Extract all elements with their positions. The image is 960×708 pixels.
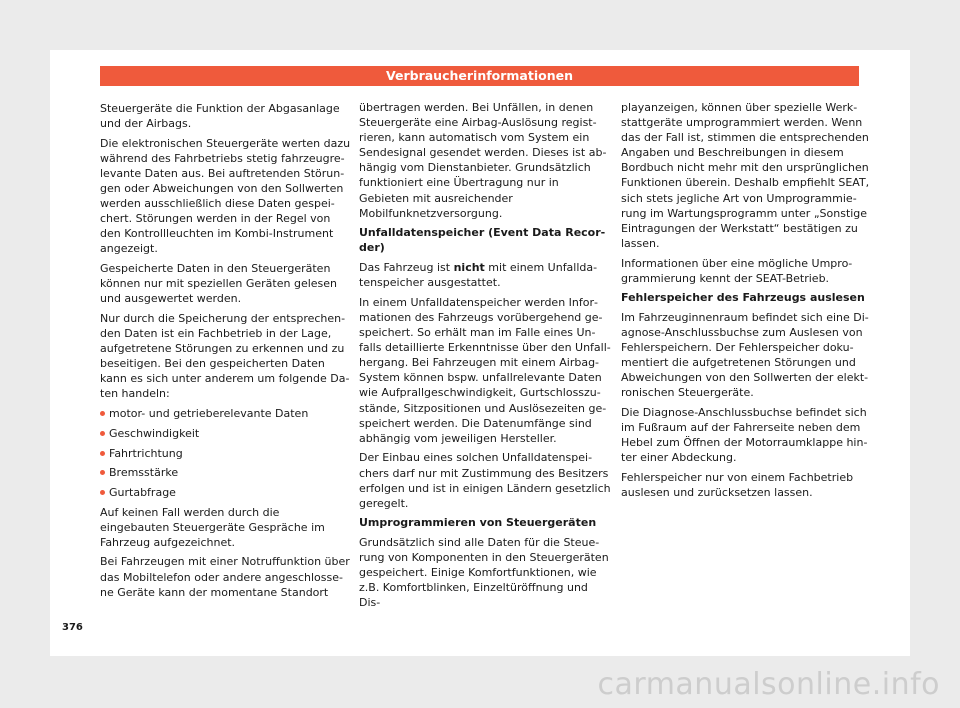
text-column-2 xyxy=(359,100,611,615)
paragraph: In einem Unfalldatenspeicher werden Informationen des Fahrzeugs vorübergehend gespeichert. So erhält man im Falle eines Unfalls detaillierte Erkenntnisse über den Unfallhergang. Bei Fahrzeugen mit einem Airbag-System können bspw. unfallrelevante Daten wie Aufprallgeschwindigkeit, Gurtschlosszustände, Sitzpositionen und Auslösezeiten gespeichert werden. Die Datenumfänge sind abhängig vom jeweiligen Hersteller. xyxy=(359,295,611,445)
list-item: Bremsstärke xyxy=(100,465,352,480)
paragraph: Die Diagnose-Anschlussbuchse befindet sich im Fußraum auf der Fahrerseite neben dem Hebel zum Öffnen der Motorraumklappe hinter einer Abdeckung. xyxy=(621,406,868,465)
paragraph: Grundsätzlich sind alle Daten für die Steuerung von Komponenten in den Steuergeräten gespeichert. Einige Komfortfunktionen, wie z.B. Komfortblinken, Einzeltüröffnung und Dis- xyxy=(359,536,609,610)
text-column-3 xyxy=(621,100,873,505)
paragraph: Gespeicherte Daten in den Steuergeräten können nur mit speziellen Geräten gelesen und ausgewertet werden. xyxy=(100,262,338,306)
paragraph: Fehlerspeicher nur von einem Fachbetrieb auslesen und zurücksetzen lassen. xyxy=(621,471,854,500)
paragraph: Informationen über eine mögliche Umprogrammierung kennt der SEAT-Betrieb. xyxy=(621,256,853,285)
paragraph: Der Einbau eines solchen Unfalldatenspeichers darf nur mit Zustimmung des Besitzers erfolgen und ist in einigen Ländern gesetzlich geregelt. xyxy=(359,451,611,510)
list-item: motor- und getrieberelevante Daten xyxy=(100,406,352,421)
paragraph: Steuergeräte die Funktion der Abgasanlage und der Airbags. xyxy=(100,102,340,131)
paragraph: übertragen werden. Bei Unfällen, in denen Steuergeräte eine Airbag-Auslösung registrieren, kann automatisch vom System ein Sendesignal gesendet werden. Dieses ist abhängig vom Dienstanbieter. Grundsätzlich funktioniert eine Übertragung nur in Gebieten mit ausreichender Mobilfunknetzversorgung. xyxy=(359,101,607,220)
paragraph xyxy=(359,260,611,290)
emphasis-text: nicht xyxy=(453,261,485,275)
page-number: 376 xyxy=(62,622,83,633)
manual-page xyxy=(50,50,910,656)
section-heading: Unfalldatenspeicher (Event Data Recorder) xyxy=(359,226,606,255)
text-span: mit einem Unfalldatenspeicher ausgestattet. xyxy=(359,261,598,290)
text-span: Das Fahrzeug ist xyxy=(359,261,454,275)
list-item: Fahrtrichtung xyxy=(100,446,352,461)
paragraph: playanzeigen, können über spezielle Werkstattgeräte umprogrammiert werden. Wenn das der Fall ist, stimmen die entsprechenden Angaben und Beschreibungen in diesem Bordbuch nicht mehr mit den ursprünglichen Funktionen überein. Deshalb empfiehlt SEAT, sich stets jegliche Art von Umprogrammierung im Wartungsprogramm unter „Sonstige Eintragungen der Werkstatt“ bestätigen zu lassen. xyxy=(621,101,870,250)
section-heading: Fehlerspeicher des Fahrzeugs auslesen xyxy=(621,291,865,305)
paragraph: Im Fahrzeuginnenraum befindet sich eine Diagnose-Anschlussbuchse zum Auslesen von Fehlerspeichern. Der Fehlerspeicher dokumentiert die aufgetretenen Störungen und Abweichungen von den Sollwerten der elektronischen Steuergeräte. xyxy=(621,311,869,400)
data-list xyxy=(100,406,352,500)
section-header: Verbraucherinformationen xyxy=(100,66,859,86)
watermark: carmanualsonline.info xyxy=(597,667,940,702)
paragraph: Nur durch die Speicherung der entsprechenden Daten ist ein Fachbetrieb in der Lage, aufgetretene Störungen zu erkennen und zu beseitigen. Bei den gespeicherten Daten kann es sich unter anderem um folgende Daten handeln: xyxy=(100,312,350,401)
text-column-1 xyxy=(100,101,352,604)
list-item: Gurtabfrage xyxy=(100,485,352,500)
paragraph: Die elektronischen Steuergeräte werten dazu während des Fahrbetriebs stetig fahrzeugrelevante Daten aus. Bei auftretenden Störungen oder Abweichungen von den Sollwerten werden ausschließlich diese Daten gespeichert. Störungen werden in der Regel von den Kontrollleuchten im Kombi-Instrument angezeigt. xyxy=(100,136,351,256)
section-heading: Umprogrammieren von Steuergeräten xyxy=(359,516,597,530)
paragraph: Bei Fahrzeugen mit einer Notruffunktion über das Mobiltelefon oder andere angeschlossene Geräte kann der momentane Standort xyxy=(100,555,350,599)
paragraph: Auf keinen Fall werden durch die eingebauten Steuergeräte Gespräche im Fahrzeug aufgezeichnet. xyxy=(100,505,325,549)
list-item: Geschwindigkeit xyxy=(100,426,352,441)
